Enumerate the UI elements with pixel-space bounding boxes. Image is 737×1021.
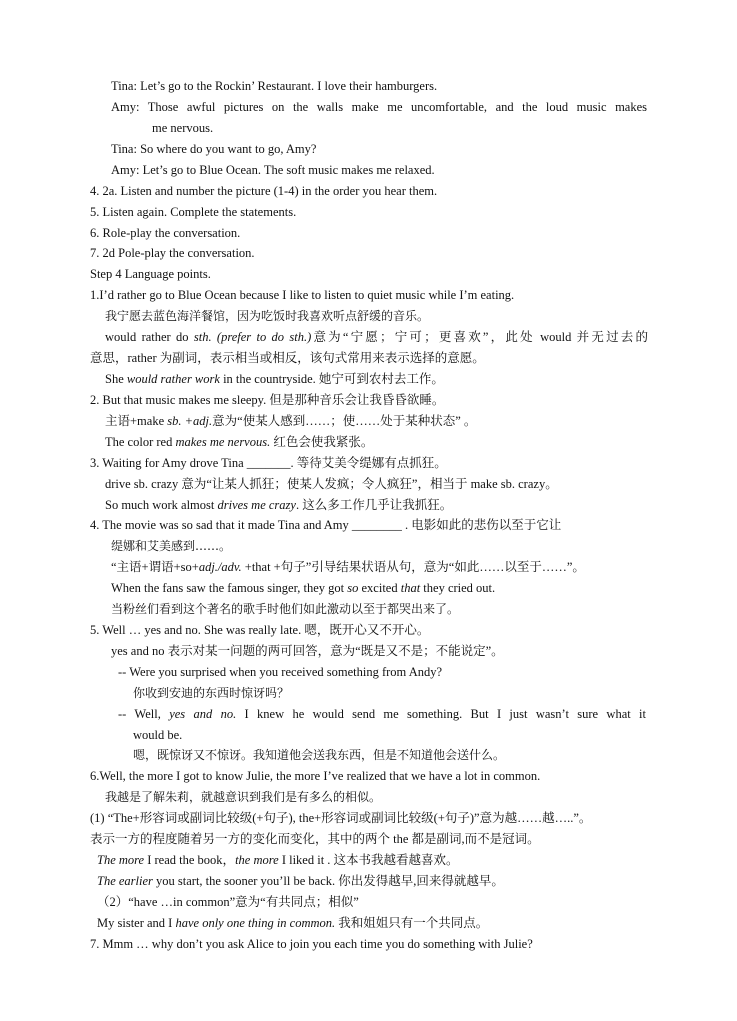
point-4-sentence: 4. The movie was so sad that it made Tina and Amy ________ . 电影如此的悲伤以至于它让	[90, 518, 562, 532]
point-4-explanation: “主语+谓语+so+adj./adv. +that +句子”引导结果状语从句，意为“如此……以至于……”。	[111, 560, 585, 574]
dialog-line-amy-1: Amy: Those awful pictures on the walls make me uncomfortable, and the loud music makes	[111, 100, 647, 114]
point-6-example-1: The more I read the book，the more I liked it . 这本书我越看越喜欢。	[97, 853, 459, 867]
point-2-explanation: 主语+make sb. +adj.意为“使某人感到……；使……处于某种状态” 。	[105, 414, 477, 428]
point-5-question: -- Were you surprised when you received something from Andy?	[118, 665, 443, 679]
point-5-answer: -- Well, yes and no. I knew he would send me something. But I just wasn’t sure what it	[118, 707, 646, 721]
dialog-line-amy-1-cont: me nervous.	[152, 121, 214, 135]
point-2-sentence: 2. But that music makes me sleepy. 但是那种音乐会让我昏昏欲睡。	[90, 393, 445, 407]
step-4-heading: Step 4 Language points.	[90, 267, 211, 281]
task-6: 6. Role-play the conversation.	[90, 226, 241, 240]
point-6-example-2: The earlier you start, the sooner you’ll be back. 你出发得越早,回来得就越早。	[97, 874, 504, 888]
dialog-line-amy-2: Amy: Let’s go to Blue Ocean. The soft music makes me relaxed.	[111, 163, 435, 177]
point-5-answer-cont: would be.	[133, 728, 183, 742]
point-4-sentence-cont: 缇娜和艾美感到……。	[111, 539, 232, 553]
point-5-answer-translation: 嗯，既惊讶又不惊讶。我知道他会送我东西，但是不知道他会送什么。	[133, 748, 506, 762]
dialog-line-tina-1: Tina: Let’s go to the Rockin’ Restaurant. I love their hamburgers.	[111, 79, 438, 93]
task-7: 7. 2d Pole-play the conversation.	[90, 246, 255, 260]
point-3-explanation: drive sb. crazy 意为“让某人抓狂；使某人发疯；令人疯狂”，相当于 make sb. crazy。	[105, 477, 558, 491]
point-2-example: The color red makes me nervous. 红色会使我紧张。	[105, 435, 374, 449]
point-4-example-translation: 当粉丝们看到这个著名的歌手时他们如此激动以至于都哭出来了。	[111, 602, 460, 616]
point-1-example: She would rather work in the countryside. 她宁可到农村去工作。	[105, 372, 444, 386]
point-6-sentence: 6.Well, the more I got to know Julie, the more I’ve realized that we have a lot in common.	[90, 769, 541, 783]
point-6-rule-1-cont: 表示一方的程度随着另一方的变化而变化，其中的两个 the 都是副词,而不是冠词。	[90, 832, 540, 846]
dialog-line-tina-2: Tina: So where do you want to go, Amy?	[111, 142, 317, 156]
point-6-translation: 我越是了解朱莉，就越意识到我们是有多么的相似。	[105, 790, 382, 804]
point-5-sentence: 5. Well … yes and no. She was really late. 嗯，既开心又不开心。	[90, 623, 430, 637]
point-5-question-translation: 你收到安迪的东西时惊讶吗？	[133, 686, 290, 700]
task-4: 4. 2a. Listen and number the picture (1-4) in the order you hear them.	[90, 184, 438, 198]
point-1-translation: 我宁愿去蓝色海洋餐馆，因为吃饭时我喜欢听点舒缓的音乐。	[105, 309, 430, 323]
point-6-rule-1: (1) “The+形容词或副词比较级(+句子), the+形容词或副词比较级(+句子)”意为越……越…..”。	[90, 811, 592, 825]
point-3-sentence: 3. Waiting for Amy drove Tina _______. 等待艾美令缇娜有点抓狂。	[90, 456, 447, 470]
point-1-explanation-cont: 意思，rather 为副词，表示相当或相反，该句式常用来表示选择的意愿。	[90, 351, 485, 365]
point-1-sentence: 1.I’d rather go to Blue Ocean because I like to listen to quiet music while I’m eating.	[90, 288, 515, 302]
point-4-example: When the fans saw the famous singer, they got so excited that they cried out.	[111, 581, 496, 595]
point-5-explanation: yes and no 表示对某一问题的两可回答，意为“既是又不是；不能说定”。	[111, 644, 504, 658]
point-3-example: So much work almost drives me crazy. 这么多工作几乎让我抓狂。	[105, 498, 453, 512]
task-5: 5. Listen again. Complete the statements.	[90, 205, 297, 219]
point-1-explanation: would rather do sth. (prefer to do sth.)意为“宁愿；宁可；更喜欢”，此处 would 并无过去的	[105, 330, 648, 344]
point-6-rule-2: （2）“have …in common”意为“有共同点；相似”	[97, 895, 359, 909]
point-7-sentence: 7. Mmm … why don’t you ask Alice to join you each time you do something with Julie?	[90, 937, 533, 951]
point-6-example-3: My sister and I have only one thing in common. 我和姐姐只有一个共同点。	[97, 916, 489, 930]
